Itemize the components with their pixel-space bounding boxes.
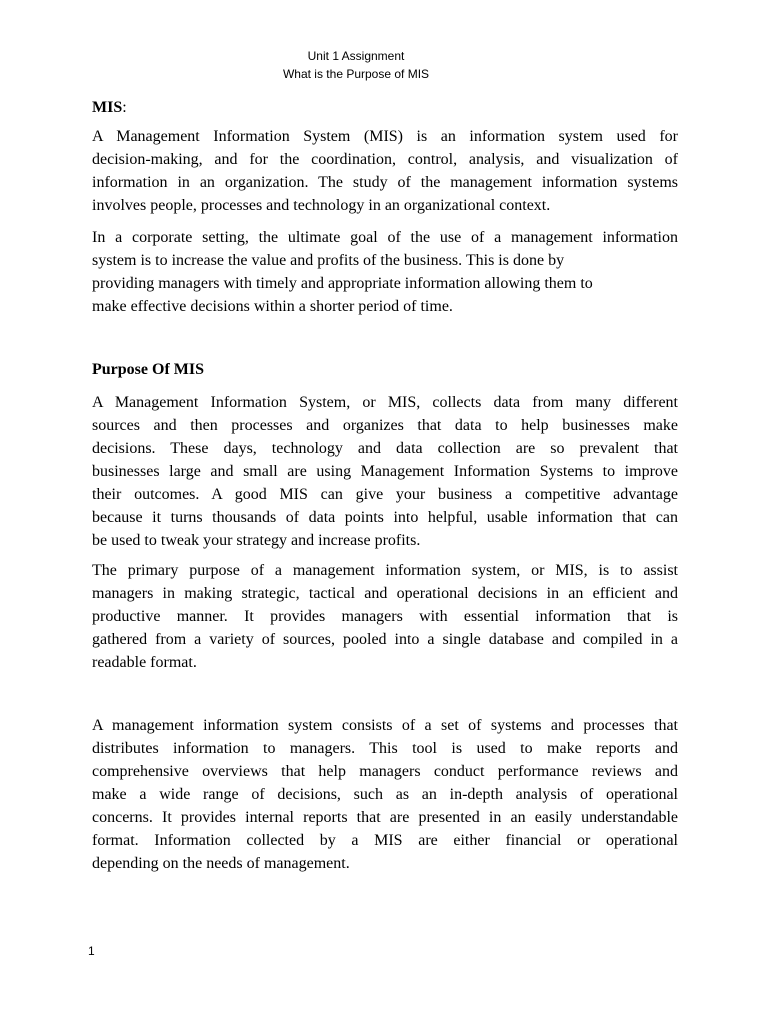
text-line: A management information system consists of a set of systems and processes that: [92, 717, 678, 734]
section-heading-mis: [92, 96, 127, 119]
text-line: be used to tweak your strategy and increase profits.: [92, 532, 421, 549]
text-line: A Management Information System, or MIS, collects data from many different: [92, 394, 678, 411]
text-line: A Management Information System (MIS) is an information system used for: [92, 128, 678, 145]
text-line: decisions. These days, technology and data collection are so prevalent that: [92, 440, 678, 457]
text-line: businesses large and small are using Management Information Systems to improve: [92, 463, 678, 480]
text-line: information in an organization. The study of the management information systems: [92, 174, 678, 191]
section-heading-mis-colon: :: [122, 99, 127, 116]
section-heading-mis-text: MIS: [92, 99, 123, 116]
text-line: format. Information collected by a MIS are either financial or operational: [92, 832, 678, 849]
text-line: readable format.: [92, 654, 197, 671]
text-line: make a wide range of decisions, such as an in-depth analysis of operational: [92, 786, 678, 803]
text-line: concerns. It provides internal reports that are presented in an easily understandable: [92, 809, 678, 826]
text-line: make effective decisions within a shorter period of time.: [92, 298, 453, 315]
text-line: managers in making strategic, tactical and operational decisions in an efficient and: [92, 585, 678, 602]
text-line: depending on the needs of management.: [92, 855, 350, 872]
text-line: distributes information to managers. This tool is used to make reports and: [92, 740, 678, 757]
text-line: gathered from a variety of sources, pooled into a single database and compiled in a: [92, 631, 678, 648]
text-line: sources and then processes and organizes that data to help businesses make: [92, 417, 678, 434]
section-heading-purpose: Purpose Of MIS: [92, 361, 204, 378]
text-line: decision-making, and for the coordination, control, analysis, and visualization of: [92, 151, 678, 168]
paragraph-primary-purpose: [92, 559, 678, 674]
header-unit-title: Unit 1 Assignment: [307, 49, 405, 63]
text-line: productive manner. It provides managers with essential information that is: [92, 608, 678, 625]
paragraph-mis-definition: [92, 125, 678, 217]
text-line: system is to increase the value and profits of the business. This is done by: [92, 252, 565, 269]
text-line: comprehensive overviews that help managers conduct performance reviews and: [92, 763, 678, 780]
page-number: 1: [88, 944, 95, 958]
text-line: In a corporate setting, the ultimate goal of the use of a management information: [92, 229, 678, 246]
text-line: involves people, processes and technology in an organizational context.: [92, 197, 551, 214]
paragraph-purpose-collects-data: [92, 391, 678, 552]
text-line: The primary purpose of a management information system, or MIS, is to assist: [92, 562, 678, 579]
text-line: because it turns thousands of data points into helpful, usable information that can: [92, 509, 678, 526]
paragraph-system-consists: [92, 714, 678, 875]
text-line: providing managers with timely and appropriate information allowing them to: [92, 275, 593, 292]
header-assignment-title: What is the Purpose of MIS: [282, 67, 430, 81]
paragraph-corporate-setting: [92, 226, 678, 318]
text-line: their outcomes. A good MIS can give your business a competitive advantage: [92, 486, 678, 503]
